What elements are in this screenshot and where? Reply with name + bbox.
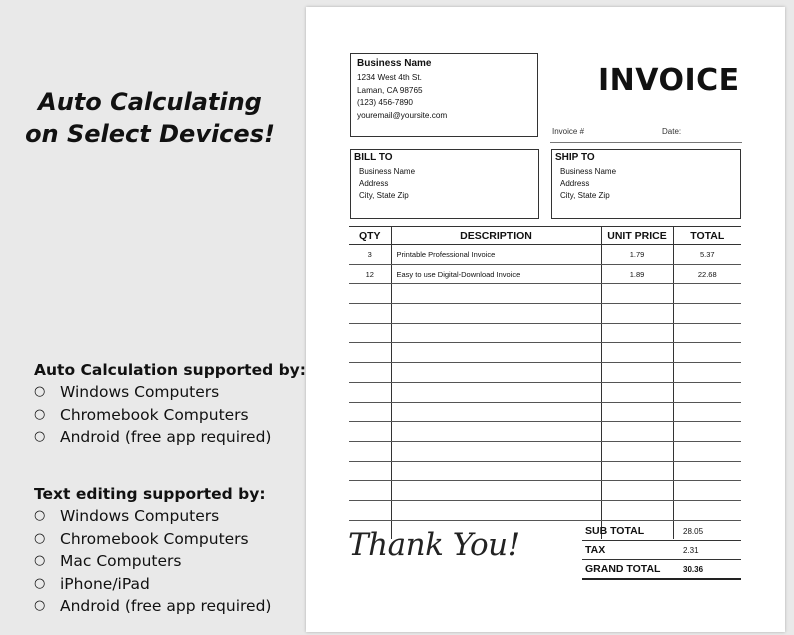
table-row <box>349 304 741 324</box>
unit-price-cell[interactable] <box>601 481 673 501</box>
invoice-page <box>306 7 785 632</box>
business-address-2[interactable]: Laman, CA 98765 <box>357 85 423 95</box>
table-header-row <box>349 227 741 245</box>
description-cell[interactable] <box>391 343 601 363</box>
description-cell[interactable] <box>391 284 601 304</box>
qty-cell[interactable] <box>349 481 391 501</box>
totals-label: TAX <box>585 544 606 556</box>
auto-support-title: Auto Calculation supported by: <box>34 361 306 379</box>
circle-bullet-icon: ○ <box>34 530 46 546</box>
invoice-meta-divider <box>550 142 742 143</box>
totals-value[interactable]: 30.36 <box>683 564 704 574</box>
bill-to-heading: BILL TO <box>354 152 393 163</box>
unit-price-cell[interactable] <box>601 343 673 363</box>
list-item <box>34 505 271 528</box>
totals-value[interactable]: 28.05 <box>683 526 704 536</box>
totals-row <box>582 522 741 541</box>
list-item <box>34 404 306 427</box>
qty-cell[interactable] <box>349 284 391 304</box>
bill-to-box[interactable] <box>350 149 539 219</box>
table-row <box>349 461 741 481</box>
qty-cell[interactable] <box>349 323 391 343</box>
table-row <box>349 343 741 363</box>
total-cell[interactable] <box>673 304 741 324</box>
headline <box>10 86 290 150</box>
circle-bullet-icon: ○ <box>34 429 46 444</box>
total-cell[interactable]: 22.68 <box>673 264 741 284</box>
text-support-list <box>34 505 271 618</box>
circle-bullet-icon: ○ <box>34 598 46 613</box>
list-item <box>34 573 271 596</box>
table-row <box>349 402 741 422</box>
totals-row <box>582 560 741 580</box>
list-item-label: Windows Computers <box>60 383 220 401</box>
description-cell[interactable] <box>391 304 601 324</box>
bill-to-address[interactable]: Address <box>359 179 389 188</box>
total-cell[interactable] <box>673 343 741 363</box>
circle-bullet-icon: ○ <box>34 553 46 568</box>
description-cell[interactable] <box>391 363 601 383</box>
totals-value[interactable]: 2.31 <box>683 545 699 555</box>
total-cell[interactable] <box>673 402 741 422</box>
unit-price-cell[interactable] <box>601 441 673 461</box>
list-item-label: Android (free app required) <box>60 428 272 446</box>
total-cell[interactable] <box>673 441 741 461</box>
table-row <box>349 264 741 284</box>
list-item-label: Mac Computers <box>60 552 182 570</box>
business-phone[interactable]: (123) 456-7890 <box>357 98 413 107</box>
date-label[interactable]: Date: <box>662 127 682 136</box>
unit-price-cell[interactable]: 1.79 <box>601 245 673 265</box>
headline-line-1: Auto Calculating <box>38 88 262 116</box>
column-header-unit-price: UNIT PRICE <box>601 227 673 245</box>
totals-label: SUB TOTAL <box>585 525 645 537</box>
ship-to-name[interactable]: Business Name <box>560 167 617 176</box>
qty-cell[interactable] <box>349 461 391 481</box>
thank-you-signature: Thank You! <box>348 527 520 563</box>
table-row <box>349 481 741 501</box>
column-header-qty: QTY <box>349 227 391 245</box>
circle-bullet-icon: ○ <box>34 384 46 399</box>
text-editing-support <box>34 483 271 618</box>
description-cell[interactable] <box>391 481 601 501</box>
list-item <box>34 381 306 404</box>
unit-price-cell[interactable] <box>601 363 673 383</box>
total-cell[interactable] <box>673 363 741 383</box>
qty-cell[interactable] <box>349 343 391 363</box>
qty-cell[interactable] <box>349 363 391 383</box>
qty-cell[interactable] <box>349 422 391 442</box>
table-row <box>349 382 741 402</box>
list-item-label: Chromebook Computers <box>60 529 249 548</box>
total-cell[interactable] <box>673 422 741 442</box>
description-cell[interactable]: Easy to use Digital-Download Invoice <box>391 264 601 284</box>
qty-cell[interactable] <box>349 441 391 461</box>
line-items-table <box>349 226 741 539</box>
auto-support-list <box>34 381 306 449</box>
table-row <box>349 363 741 383</box>
circle-bullet-icon: ○ <box>34 508 46 523</box>
description-cell[interactable] <box>391 441 601 461</box>
ship-to-city[interactable]: City, State Zip <box>560 191 610 200</box>
invoice-number-label[interactable]: Invoice # <box>552 127 585 136</box>
table-row <box>349 422 741 442</box>
text-support-title: Text editing supported by: <box>34 485 266 503</box>
list-item-label: Chromebook Computers <box>60 405 249 424</box>
invoice-title: INVOICE <box>598 63 740 98</box>
qty-cell[interactable]: 3 <box>349 245 391 265</box>
column-header-description: DESCRIPTION <box>391 227 601 245</box>
unit-price-cell[interactable] <box>601 323 673 343</box>
list-item <box>34 426 306 449</box>
description-cell[interactable] <box>391 422 601 442</box>
description-cell[interactable]: Printable Professional Invoice <box>391 245 601 265</box>
business-email[interactable]: youremail@yoursite.com <box>357 110 448 120</box>
unit-price-cell[interactable] <box>601 422 673 442</box>
table-row <box>349 284 741 304</box>
unit-price-cell[interactable]: 1.89 <box>601 264 673 284</box>
list-item-label: iPhone/iPad <box>60 574 150 593</box>
totals-label: GRAND TOTAL <box>585 563 661 575</box>
qty-cell[interactable] <box>349 500 391 520</box>
column-header-total: TOTAL <box>673 227 741 245</box>
qty-cell[interactable] <box>349 304 391 324</box>
list-item <box>34 550 271 573</box>
ship-to-heading: SHIP TO <box>555 152 595 163</box>
qty-cell[interactable] <box>349 402 391 422</box>
business-info-box[interactable] <box>350 53 538 137</box>
circle-bullet-icon: ○ <box>34 575 46 591</box>
list-item <box>34 595 271 618</box>
total-cell[interactable] <box>673 461 741 481</box>
unit-price-cell[interactable] <box>601 402 673 422</box>
description-cell[interactable] <box>391 382 601 402</box>
table-row <box>349 441 741 461</box>
qty-cell[interactable]: 12 <box>349 264 391 284</box>
ship-to-box[interactable] <box>551 149 741 219</box>
description-cell[interactable] <box>391 402 601 422</box>
totals-row <box>582 541 741 560</box>
headline-line-2: on Select Devices! <box>25 120 275 148</box>
list-item-label: Windows Computers <box>60 507 220 525</box>
total-cell[interactable] <box>673 481 741 501</box>
total-cell[interactable] <box>673 500 741 520</box>
line-items-body <box>349 245 741 540</box>
unit-price-cell[interactable] <box>601 500 673 520</box>
description-cell[interactable] <box>391 500 601 520</box>
list-item <box>34 528 271 551</box>
unit-price-cell[interactable] <box>601 382 673 402</box>
business-address-1[interactable]: 1234 West 4th St. <box>357 73 422 82</box>
description-cell[interactable] <box>391 461 601 481</box>
unit-price-cell[interactable] <box>601 461 673 481</box>
auto-calculation-support <box>34 359 306 449</box>
unit-price-cell[interactable] <box>601 304 673 324</box>
list-item-label: Android (free app required) <box>60 597 272 615</box>
total-cell[interactable] <box>673 284 741 304</box>
total-cell[interactable] <box>673 382 741 402</box>
table-row <box>349 245 741 265</box>
description-cell[interactable] <box>391 323 601 343</box>
bill-to-name[interactable]: Business Name <box>359 167 416 176</box>
total-cell[interactable] <box>673 323 741 343</box>
table-row <box>349 323 741 343</box>
bill-to-city[interactable]: City, State Zip <box>359 191 409 200</box>
total-cell[interactable]: 5.37 <box>673 245 741 265</box>
table-row <box>349 500 741 520</box>
business-name[interactable]: Business Name <box>357 58 432 69</box>
qty-cell[interactable] <box>349 382 391 402</box>
totals-block <box>582 522 741 580</box>
unit-price-cell[interactable] <box>601 284 673 304</box>
ship-to-address[interactable]: Address <box>560 179 590 188</box>
circle-bullet-icon: ○ <box>34 406 46 422</box>
